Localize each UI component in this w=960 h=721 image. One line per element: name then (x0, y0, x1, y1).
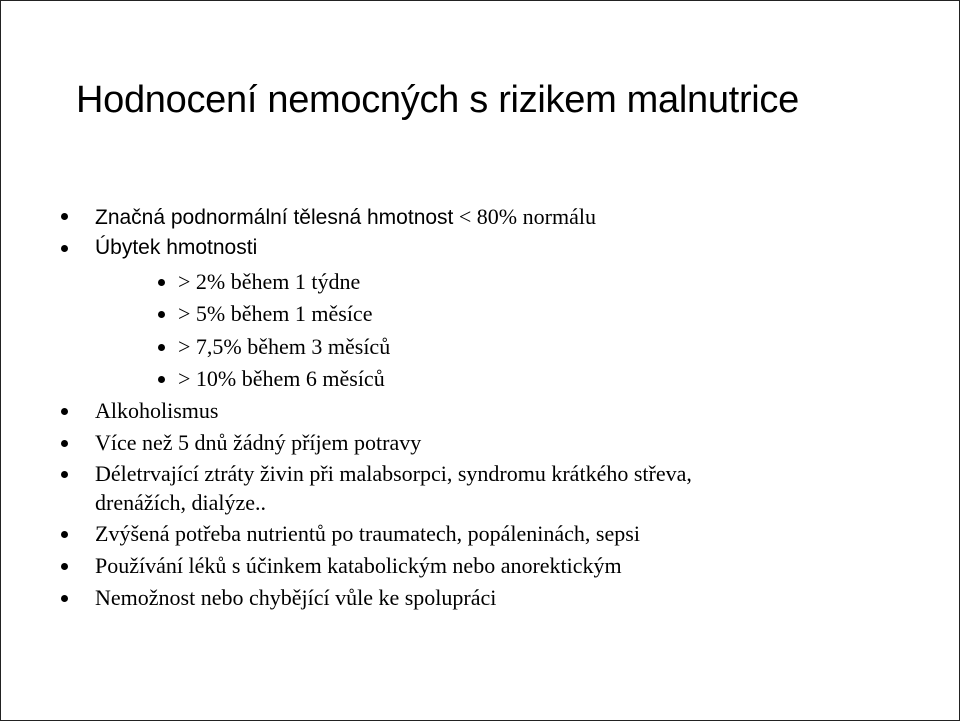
bullet-icon (61, 595, 68, 602)
sub-item-week: > 2% během 1 týdne (178, 269, 361, 294)
bullet-icon (61, 213, 68, 220)
list-item-text: Značná podnormální tělesná hmotnost (95, 206, 454, 229)
bullet-icon (158, 311, 165, 318)
list-item-underweight (95, 204, 596, 230)
bullet-icon (61, 440, 68, 447)
bullet-icon (158, 279, 165, 286)
bullet-icon (61, 563, 68, 570)
list-item-nutrient-loss-continuation: drenážích, dialýze.. (95, 490, 267, 515)
list-item-weight-loss: Úbytek hmotnosti (95, 236, 258, 259)
bullet-icon (61, 408, 68, 415)
sub-item-month: > 5% během 1 měsíce (178, 301, 373, 326)
list-item-text-suffix: < 80% normálu (453, 204, 596, 229)
list-item-nutrient-loss: Déletrvající ztráty živin při malabsorpci, syndromu krátkého střeva, (95, 461, 692, 486)
bullet-icon (61, 245, 68, 252)
list-item-medication: Používání léků s účinkem katabolickým nebo anorektickým (95, 553, 622, 578)
sub-item-3-months: > 7,5% během 3 měsíců (178, 334, 391, 359)
bullet-icon (61, 471, 68, 478)
slide-title: Hodnocení nemocných s rizikem malnutrice (76, 79, 799, 121)
list-item-increased-need: Zvýšená potřeba nutrientů po traumatech, popáleninách, sepsi (95, 521, 640, 546)
list-item-no-intake: Více než 5 dnů žádný příjem potravy (95, 430, 422, 455)
bullet-icon (158, 376, 165, 383)
list-item-alcoholism: Alkoholismus (95, 398, 219, 423)
list-item-cooperation: Nemožnost nebo chybějící vůle ke spolupráci (95, 585, 497, 610)
bullet-icon (158, 344, 165, 351)
sub-item-6-months: > 10% během 6 měsíců (178, 366, 385, 391)
bullet-icon (61, 531, 68, 538)
